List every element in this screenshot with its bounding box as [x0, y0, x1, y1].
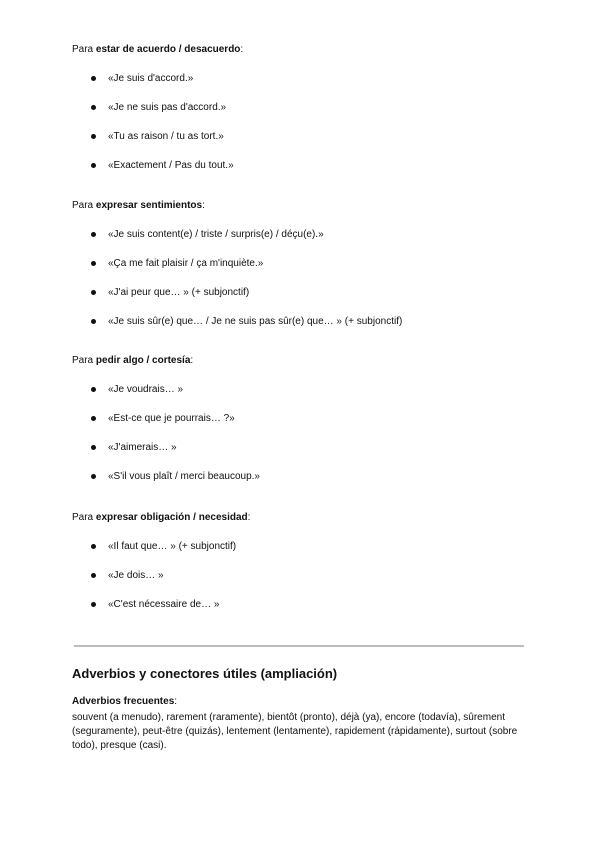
adverbs-heading: Adverbios y conectores útiles (ampliación)	[72, 666, 338, 681]
intro-suffix: :	[240, 44, 244, 55]
intro-prefix: Para	[72, 200, 96, 211]
list-item-text: «Je ne suis pas d'accord.»	[108, 102, 227, 113]
list-item	[72, 102, 532, 114]
intro-suffix: :	[202, 200, 205, 211]
section-feelings	[72, 200, 532, 328]
bullet-icon	[91, 573, 96, 578]
phrase-list	[72, 229, 532, 328]
bullet-icon	[91, 261, 96, 266]
list-item-text: «C'est nécessaire de… »	[108, 599, 220, 610]
section-intro	[72, 44, 532, 56]
list-item	[72, 316, 532, 328]
bullet-icon	[91, 319, 96, 324]
list-item-text: «Je suis content(e) / triste / surpris(e) / déçu(e).»	[108, 229, 324, 240]
list-item	[72, 413, 532, 425]
phrase-list	[72, 73, 532, 172]
intro-suffix: :	[247, 512, 251, 523]
list-item	[72, 131, 532, 143]
list-item	[72, 384, 532, 396]
list-item	[72, 599, 532, 611]
bullet-icon	[91, 134, 96, 139]
bullet-icon	[91, 232, 96, 237]
phrase-list	[72, 541, 532, 611]
subheading-suffix: :	[174, 696, 178, 707]
subheading-bold: Adverbios frecuentes	[72, 696, 175, 707]
list-item-text: «Tu as raison / tu as tort.»	[108, 131, 224, 142]
section-obligation	[72, 512, 532, 611]
list-item-text: «J'aimerais… »	[108, 442, 177, 453]
section-agreement	[72, 44, 532, 172]
list-item	[72, 258, 532, 270]
list-item-text: «Ça me fait plaisir / ça m'inquiète.»	[108, 258, 264, 269]
list-item-text: «Je suis sûr(e) que… / Je ne suis pas sûr(e) que… » (+ subjonctif)	[108, 316, 403, 327]
section-politeness	[72, 355, 532, 483]
bullet-icon	[91, 544, 96, 549]
list-item	[72, 287, 532, 299]
bullet-icon	[91, 387, 96, 392]
bullet-icon	[91, 474, 96, 479]
list-item	[72, 73, 532, 85]
section-intro	[72, 512, 532, 524]
bullet-icon	[91, 163, 96, 168]
list-item	[72, 471, 532, 483]
section-intro	[72, 200, 532, 212]
list-item	[72, 229, 532, 241]
list-item	[72, 570, 532, 582]
intro-bold: expresar sentimientos	[95, 200, 203, 211]
adverbs-subheading	[72, 696, 177, 708]
bullet-icon	[91, 602, 96, 607]
list-item-text: «S'il vous plaît / merci beaucoup.»	[108, 471, 260, 482]
intro-prefix: Para	[72, 512, 96, 523]
list-item-text: «Je dois… »	[108, 570, 164, 581]
list-item-text: «Je voudrais… »	[108, 384, 184, 395]
list-item-text: «Je suis d'accord.»	[108, 73, 194, 84]
intro-bold: estar de acuerdo / desacuerdo	[95, 44, 241, 55]
intro-prefix: Para	[72, 355, 96, 366]
list-item	[72, 442, 532, 454]
list-item-text: «Il faut que… » (+ subjonctif)	[108, 541, 237, 552]
phrase-list	[72, 384, 532, 483]
list-item	[72, 541, 532, 553]
bullet-icon	[91, 105, 96, 110]
bullet-icon	[91, 76, 96, 81]
section-intro	[72, 355, 532, 367]
list-item	[72, 160, 532, 172]
list-item-text: «Exactement / Pas du tout.»	[108, 160, 234, 171]
intro-suffix: :	[190, 355, 194, 366]
adverbs-paragraph: souvent (a menudo), rarement (raramente), bientôt (pronto), déjà (ya), encore (todavía), sûrement (seguramente), peut-être (quizás), lentement (lentamente), rapidement (rápidamente), surtout (sobre todo), presque (casi).	[72, 712, 518, 751]
bullet-icon	[91, 416, 96, 421]
list-item-text: «J'ai peur que… » (+ subjonctif)	[108, 287, 250, 298]
horizontal-divider	[74, 645, 524, 647]
intro-bold: expresar obligación / necesidad	[95, 512, 248, 523]
bullet-icon	[91, 445, 96, 450]
intro-bold: pedir algo / cortesía	[95, 355, 191, 366]
bullet-icon	[91, 290, 96, 295]
intro-prefix: Para	[72, 44, 96, 55]
list-item-text: «Est-ce que je pourrais… ?»	[108, 413, 235, 424]
